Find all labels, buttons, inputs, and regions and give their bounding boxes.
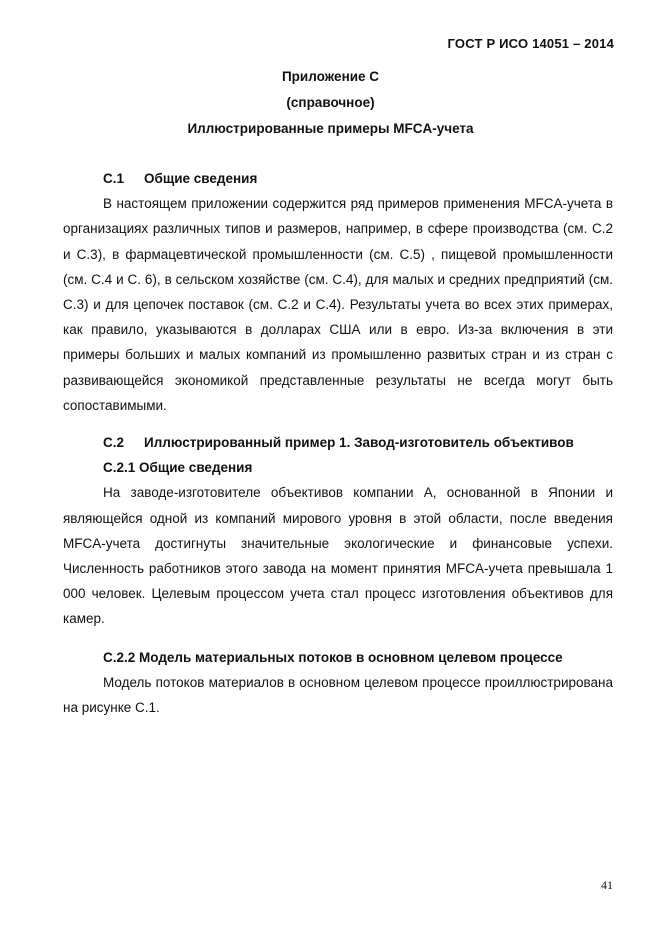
section-c22 <box>63 645 613 721</box>
appendix-name: Иллюстрированные примеры MFCA-учета <box>187 121 474 136</box>
section-c1-heading <box>63 166 613 191</box>
section-c1-number: С.1 <box>103 171 125 186</box>
section-c21-heading: С.2.1 Общие сведения <box>103 460 253 476</box>
section-c2-heading <box>63 430 613 455</box>
section-c2-number: С.2 <box>103 435 125 450</box>
section-c2 <box>63 430 613 632</box>
appendix-type: (справочное) <box>286 95 375 110</box>
section-c2-title: Иллюстрированный пример 1. Завод-изготовитель объективов <box>144 435 574 450</box>
section-c1-paragraph: В настоящем приложении содержится ряд примеров применения MFCA-учета в организациях различных типов и размеров, например, в сфере производства (см. С.2 и С.3), в фармацевтической промышленности (см. С.5) , пищевой промышленности (см. С.4 и С. 6), в сельском хозяйстве (см. С.4), для малых и средних предприятий (см. С.3) и для цепочек поставок (см. С.2 и С.4). Результаты учета во всех этих примерах, как правило, указываются в долларах США или в евро. Из-за включения в эти примеры больших и малых компаний из промышленно развитых стран и из стран с развивающейся экономикой представленные результаты не всегда могут быть сопоставимыми. <box>63 196 613 413</box>
page-number: 41 <box>601 878 613 892</box>
section-c1-title: Общие сведения <box>144 171 258 186</box>
section-c22-heading: С.2.2 Модель материальных потоков в основном целевом процессе <box>103 650 563 665</box>
appendix-title: Приложение С <box>281 69 380 84</box>
section-c1 <box>63 166 613 418</box>
document-code-header: ГОСТ Р ИСО 14051 – 2014 <box>447 36 614 51</box>
section-c21-paragraph: На заводе-изготовителе объективов компании А, основанной в Японии и являющейся одной из компаний мирового уровня в этой области, после введения MFCA-учета достигнуты значительные экологические и финансовые успехи. Численность работников этого завода на момент принятия MFCA-учета превышала 1 000 человек. Целевым процессом учета стал процесс изготовления объективов для камер. <box>63 485 613 627</box>
section-c22-paragraph: Модель потоков материалов в основном целевом процессе проиллюстрирована на рисунке С.1. <box>63 675 613 716</box>
